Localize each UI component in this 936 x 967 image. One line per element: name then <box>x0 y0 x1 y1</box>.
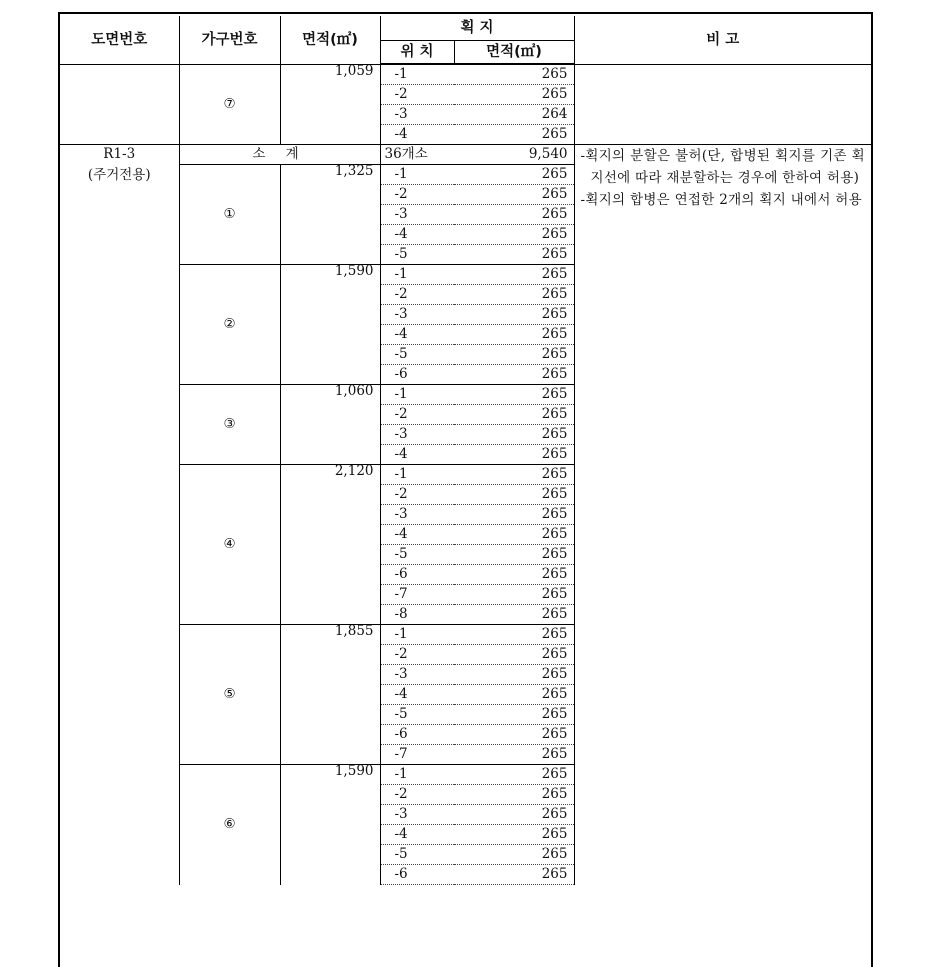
lot-position: -1 <box>380 465 454 485</box>
block-area: 1,059 <box>280 64 380 145</box>
lot-area: 265 <box>454 205 574 225</box>
lot-position: -4 <box>380 525 454 545</box>
lot-area: 265 <box>454 85 574 105</box>
block-number: ② <box>179 265 280 385</box>
lot-position: -6 <box>380 365 454 385</box>
block-number: ⑥ <box>179 765 280 885</box>
col-header-block-no: 가구번호 <box>179 16 280 64</box>
drawing-use: (주거전용) <box>87 167 151 183</box>
lot-area: 265 <box>454 565 574 585</box>
lot-position: -5 <box>380 345 454 365</box>
lot-area: 265 <box>454 125 574 145</box>
table-body <box>60 64 871 885</box>
lot-area: 265 <box>454 445 574 465</box>
lot-area: 264 <box>454 105 574 125</box>
col-header-block-area: 면적(㎡) <box>280 16 380 64</box>
lot-area: 265 <box>454 405 574 425</box>
block-area: 1,855 <box>280 625 380 765</box>
lot-position: -3 <box>380 805 454 825</box>
block-number: ① <box>179 165 280 265</box>
lot-area: 265 <box>454 545 574 565</box>
lot-position: -3 <box>380 505 454 525</box>
lot-position: -4 <box>380 825 454 845</box>
lot-area: 265 <box>454 705 574 725</box>
col-header-drawing-no: 도면번호 <box>60 16 179 64</box>
lot-area: 265 <box>454 225 574 245</box>
lot-area: 265 <box>454 465 574 485</box>
block-number: ⑦ <box>179 64 280 145</box>
lot-position: -5 <box>380 245 454 265</box>
col-header-lot-position: 위 치 <box>380 41 454 65</box>
block-number: ⑤ <box>179 625 280 765</box>
lot-position: -2 <box>380 405 454 425</box>
note-item: -획지의 합병은 연접한 2개의 획지 내에서 허용 <box>580 192 862 208</box>
lot-position: -2 <box>380 285 454 305</box>
block-area: 2,120 <box>280 465 380 625</box>
subtotal-label: 소 계 <box>179 145 380 165</box>
lot-area: 265 <box>454 165 574 185</box>
lot-position: -3 <box>380 665 454 685</box>
subtotal-row <box>60 145 871 165</box>
subtotal-count: 36개소 <box>380 145 454 165</box>
note-list <box>581 145 866 211</box>
lot-area: 265 <box>454 805 574 825</box>
lot-area: 265 <box>454 385 574 405</box>
lot-position: -2 <box>380 645 454 665</box>
lot-area: 265 <box>454 485 574 505</box>
lot-table <box>60 16 871 885</box>
lot-area: 265 <box>454 585 574 605</box>
lot-position: -3 <box>380 105 454 125</box>
lot-position: -6 <box>380 725 454 745</box>
lot-position: -1 <box>380 385 454 405</box>
block-area: 1,590 <box>280 765 380 885</box>
lot-area: 265 <box>454 525 574 545</box>
lot-position: -1 <box>380 625 454 645</box>
lot-area: 265 <box>454 785 574 805</box>
lot-position: -4 <box>380 125 454 145</box>
lot-position: -4 <box>380 225 454 245</box>
block-number: ④ <box>179 465 280 625</box>
lot-area: 265 <box>454 365 574 385</box>
lot-position: -3 <box>380 205 454 225</box>
note-empty <box>574 64 871 145</box>
lot-area: 265 <box>454 325 574 345</box>
lot-area: 265 <box>454 725 574 745</box>
lot-position: -2 <box>380 85 454 105</box>
lot-position: -3 <box>380 425 454 445</box>
lot-position: -6 <box>380 865 454 885</box>
lot-position: -4 <box>380 445 454 465</box>
lot-position: -2 <box>380 185 454 205</box>
drawing-no-empty <box>60 64 179 145</box>
lot-position: -1 <box>380 765 454 785</box>
drawing-no: R1-3 <box>103 146 136 162</box>
lot-area: 265 <box>454 345 574 365</box>
note-cell <box>574 145 871 885</box>
lot-position: -2 <box>380 485 454 505</box>
lot-area: 265 <box>454 605 574 625</box>
lot-area: 265 <box>454 285 574 305</box>
col-header-lot-area: 면적(㎡) <box>454 41 574 65</box>
lot-area: 265 <box>454 245 574 265</box>
col-header-note: 비 고 <box>574 16 871 64</box>
drawing-no-cell <box>60 145 179 885</box>
lot-position: -5 <box>380 545 454 565</box>
block-area: 1,325 <box>280 165 380 265</box>
lot-area: 265 <box>454 505 574 525</box>
block-area: 1,060 <box>280 385 380 465</box>
lot-position: -4 <box>380 325 454 345</box>
lot-area: 265 <box>454 865 574 885</box>
lot-area: 265 <box>454 685 574 705</box>
lot-position: -1 <box>380 165 454 185</box>
lot-area: 265 <box>454 625 574 645</box>
block-area: 1,590 <box>280 265 380 385</box>
lot-area: 265 <box>454 645 574 665</box>
lot-position: -1 <box>380 265 454 285</box>
col-header-lot-group: 획 지 <box>380 16 574 41</box>
table-row <box>60 64 871 85</box>
lot-position: -6 <box>380 565 454 585</box>
lot-area: 265 <box>454 745 574 765</box>
lot-area: 265 <box>454 64 574 85</box>
lot-area: 265 <box>454 305 574 325</box>
lot-area: 265 <box>454 665 574 685</box>
lot-area: 265 <box>454 185 574 205</box>
lot-position: -2 <box>380 785 454 805</box>
lot-position: -7 <box>380 745 454 765</box>
lot-position: -7 <box>380 585 454 605</box>
note-item: -획지의 분할은 불허(단, 합병된 획지를 기존 획지선에 따라 재분할하는 경우에 한하여 허용) <box>580 148 865 186</box>
block-number: ③ <box>179 385 280 465</box>
lot-position: -1 <box>380 64 454 85</box>
lot-position: -5 <box>380 705 454 725</box>
lot-position: -5 <box>380 845 454 865</box>
lot-area: 265 <box>454 825 574 845</box>
lot-position: -8 <box>380 605 454 625</box>
lot-area: 265 <box>454 425 574 445</box>
lot-area: 265 <box>454 765 574 785</box>
lot-position: -3 <box>380 305 454 325</box>
lot-position: -4 <box>380 685 454 705</box>
lot-area: 265 <box>454 265 574 285</box>
subtotal-area: 9,540 <box>454 145 574 165</box>
lot-area: 265 <box>454 845 574 865</box>
